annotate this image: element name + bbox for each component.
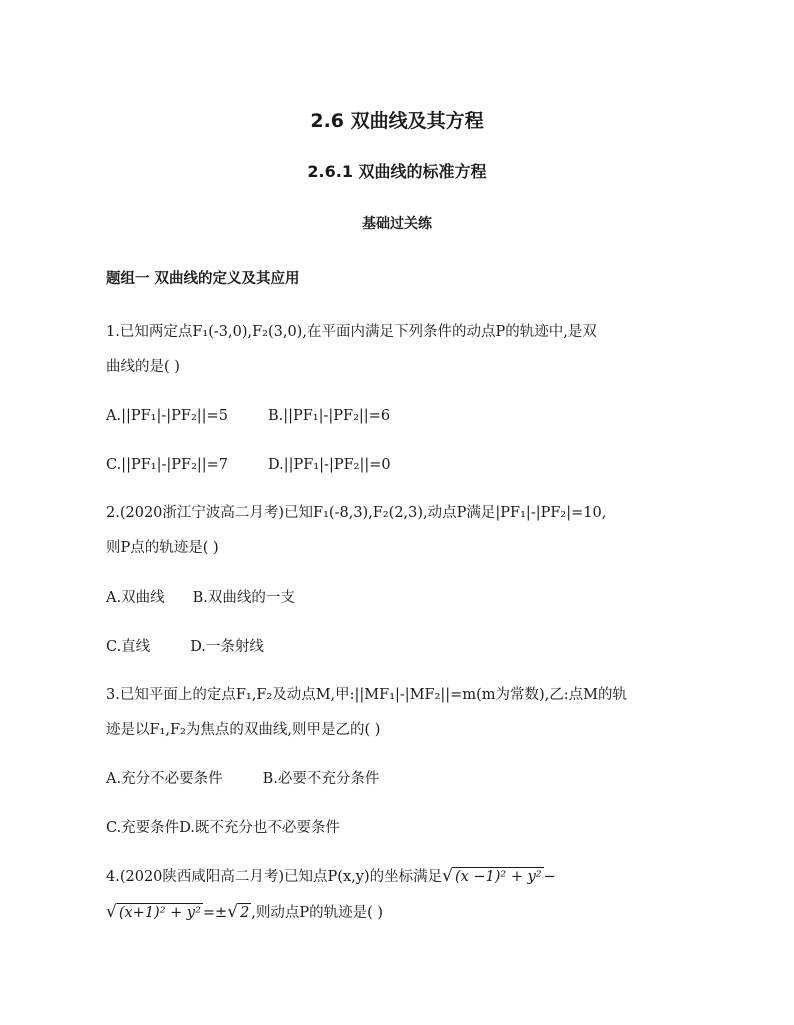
- q4-stem-prefix: 4.(2020陕西咸阳高二月考)已知点P(x,y)的坐标满足: [106, 869, 443, 885]
- radical-sign-icon: √: [106, 902, 117, 922]
- q3-stem-line1: 3.已知平面上的定点F₁,F₂及动点M,甲:||MF₁|-|MF₂||=m(m为常数),乙:点M的轨: [106, 687, 627, 703]
- q4-radicand-1: (x −1)² + y²: [454, 869, 542, 885]
- q1-options-row2: [106, 455, 391, 475]
- q4-radicand-3: 2: [240, 905, 250, 921]
- q3-options-row1: [106, 769, 379, 789]
- q2-options-row1: [106, 588, 295, 608]
- q4-stem-suffix: ,则动点P的轨迹是( ): [251, 905, 384, 921]
- q1-stem-line2: 曲线的是( ): [106, 359, 180, 375]
- q4-stem-line1: [106, 866, 556, 887]
- q1-option-b: B.||PF₁|-|PF₂||=6: [267, 408, 391, 424]
- q4-equals: =±: [202, 905, 228, 921]
- q2-options-row2: [106, 637, 264, 657]
- radical-sign-icon: √: [227, 902, 239, 922]
- q3-option-a: A.充分不必要条件: [106, 771, 223, 787]
- q1-option-c: C.||PF₁|-|PF₂||=7: [106, 457, 229, 473]
- q1-options-row1: [106, 406, 390, 426]
- q1-option-d: D.||PF₁|-|PF₂||=0: [268, 457, 391, 473]
- q2-stem-line2: 则P点的轨迹是( ): [106, 540, 219, 556]
- q2-option-c: C.直线: [106, 639, 151, 655]
- q2-option-d: D.一条射线: [190, 639, 264, 655]
- q4-stem-line2: [106, 902, 383, 923]
- q2-stem-line1: 2.(2020浙江宁波高二月考)已知F₁(-8,3),F₂(2,3),动点P满足|PF₁|-|PF₂|=10,: [106, 505, 607, 521]
- q4-radicand-2: (x+1)² + y²: [118, 905, 201, 921]
- question-group-title: 题组一 双曲线的定义及其应用: [106, 271, 300, 287]
- q1-option-a: A.||PF₁|-|PF₂||=5: [106, 408, 228, 424]
- q4-minus: −: [543, 869, 556, 885]
- q3-stem-line2: 迹是以F₁,F₂为焦点的双曲线,则甲是乙的( ): [106, 722, 381, 738]
- q2-option-a: A.双曲线: [106, 590, 165, 606]
- q2-option-b: B.双曲线的一支: [192, 590, 295, 606]
- subsection-title: 2.6.1 双曲线的标准方程: [307, 162, 487, 181]
- section-title: 2.6 双曲线及其方程: [310, 110, 484, 132]
- q3-option-c: C.充要条件: [106, 820, 180, 836]
- q3-option-b: B.必要不充分条件: [262, 771, 380, 787]
- q1-stem-line1: 1.已知两定点F₁(-3,0),F₂(3,0),在平面内满足下列条件的动点P的轨迹中,是双: [106, 324, 597, 340]
- q3-option-d: D.既不充分也不必要条件: [179, 820, 340, 836]
- q3-options-row2: [106, 818, 340, 838]
- practice-title: 基础过关练: [362, 216, 432, 232]
- radical-sign-icon: √: [442, 866, 453, 886]
